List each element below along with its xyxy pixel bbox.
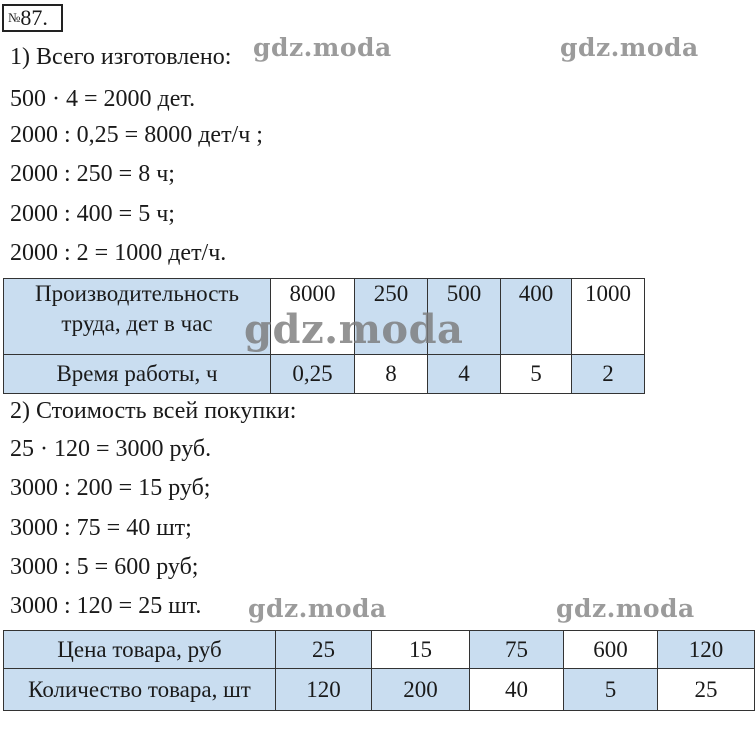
table2-header-quantity: Количество товара, шт — [4, 669, 276, 711]
price-quantity-table — [3, 630, 755, 711]
part2-heading: 2) Стоимость всей покупки: — [10, 398, 297, 424]
table2-cell: 25 — [658, 669, 755, 711]
watermark: gdz.moda — [248, 594, 387, 623]
table2-cell: 120 — [276, 669, 372, 711]
table1-cell: 250 — [355, 279, 428, 355]
table1-header-productivity — [4, 279, 271, 355]
part1-line-4: 2000 : 400 = 5 ч; — [10, 201, 175, 227]
table1-header-time: Время работы, ч — [4, 355, 271, 394]
number-sign: № — [8, 10, 21, 25]
part2-line-3: 3000 : 75 = 40 шт; — [10, 515, 192, 541]
part2-line-1: 25 · 120 = 3000 руб. — [10, 436, 212, 462]
table1-header-productivity-line2: труда, дет в час — [61, 311, 213, 336]
part1-heading: 1) Всего изготовлено: — [10, 44, 232, 70]
watermark: gdz.moda — [253, 33, 392, 62]
table2-cell: 120 — [658, 631, 755, 669]
table1-cell: 0,25 — [271, 355, 355, 394]
table2-cell: 5 — [564, 669, 658, 711]
table2-header-price: Цена товара, руб — [4, 631, 276, 669]
table2-cell: 600 — [564, 631, 658, 669]
table1-cell: 400 — [501, 279, 572, 355]
part2-line-5: 3000 : 120 = 25 шт. — [10, 593, 202, 619]
table1-cell: 8 — [355, 355, 428, 394]
table2-cell: 75 — [470, 631, 564, 669]
table2-cell: 40 — [470, 669, 564, 711]
table1-cell: 5 — [501, 355, 572, 394]
table2-row-price — [4, 631, 755, 669]
part2-line-4: 3000 : 5 = 600 руб; — [10, 554, 199, 580]
exercise-number: 87. — [20, 5, 48, 30]
watermark: gdz.moda — [556, 594, 695, 623]
part1-line-5: 2000 : 2 = 1000 дет/ч. — [10, 240, 227, 266]
part1-line-2: 2000 : 0,25 = 8000 дет/ч ; — [10, 122, 263, 148]
table1-cell: 500 — [428, 279, 501, 355]
part2-line-2: 3000 : 200 = 15 руб; — [10, 475, 211, 501]
table2-cell: 15 — [372, 631, 470, 669]
table1-cell: 8000 — [271, 279, 355, 355]
table1-row-time — [4, 355, 645, 394]
table2-cell: 25 — [276, 631, 372, 669]
table1-cell: 1000 — [572, 279, 645, 355]
table1-cell: 2 — [572, 355, 645, 394]
part1-line-1: 500 · 4 = 2000 дет. — [10, 86, 196, 112]
watermark: gdz.moda — [560, 33, 699, 62]
table1-header-productivity-line1: Производительность — [35, 281, 239, 306]
table2-row-quantity — [4, 669, 755, 711]
table1-cell: 4 — [428, 355, 501, 394]
table2-cell: 200 — [372, 669, 470, 711]
exercise-number-badge — [2, 4, 63, 32]
watermark: gdz.moda — [244, 306, 464, 353]
part1-line-3: 2000 : 250 = 8 ч; — [10, 161, 175, 187]
